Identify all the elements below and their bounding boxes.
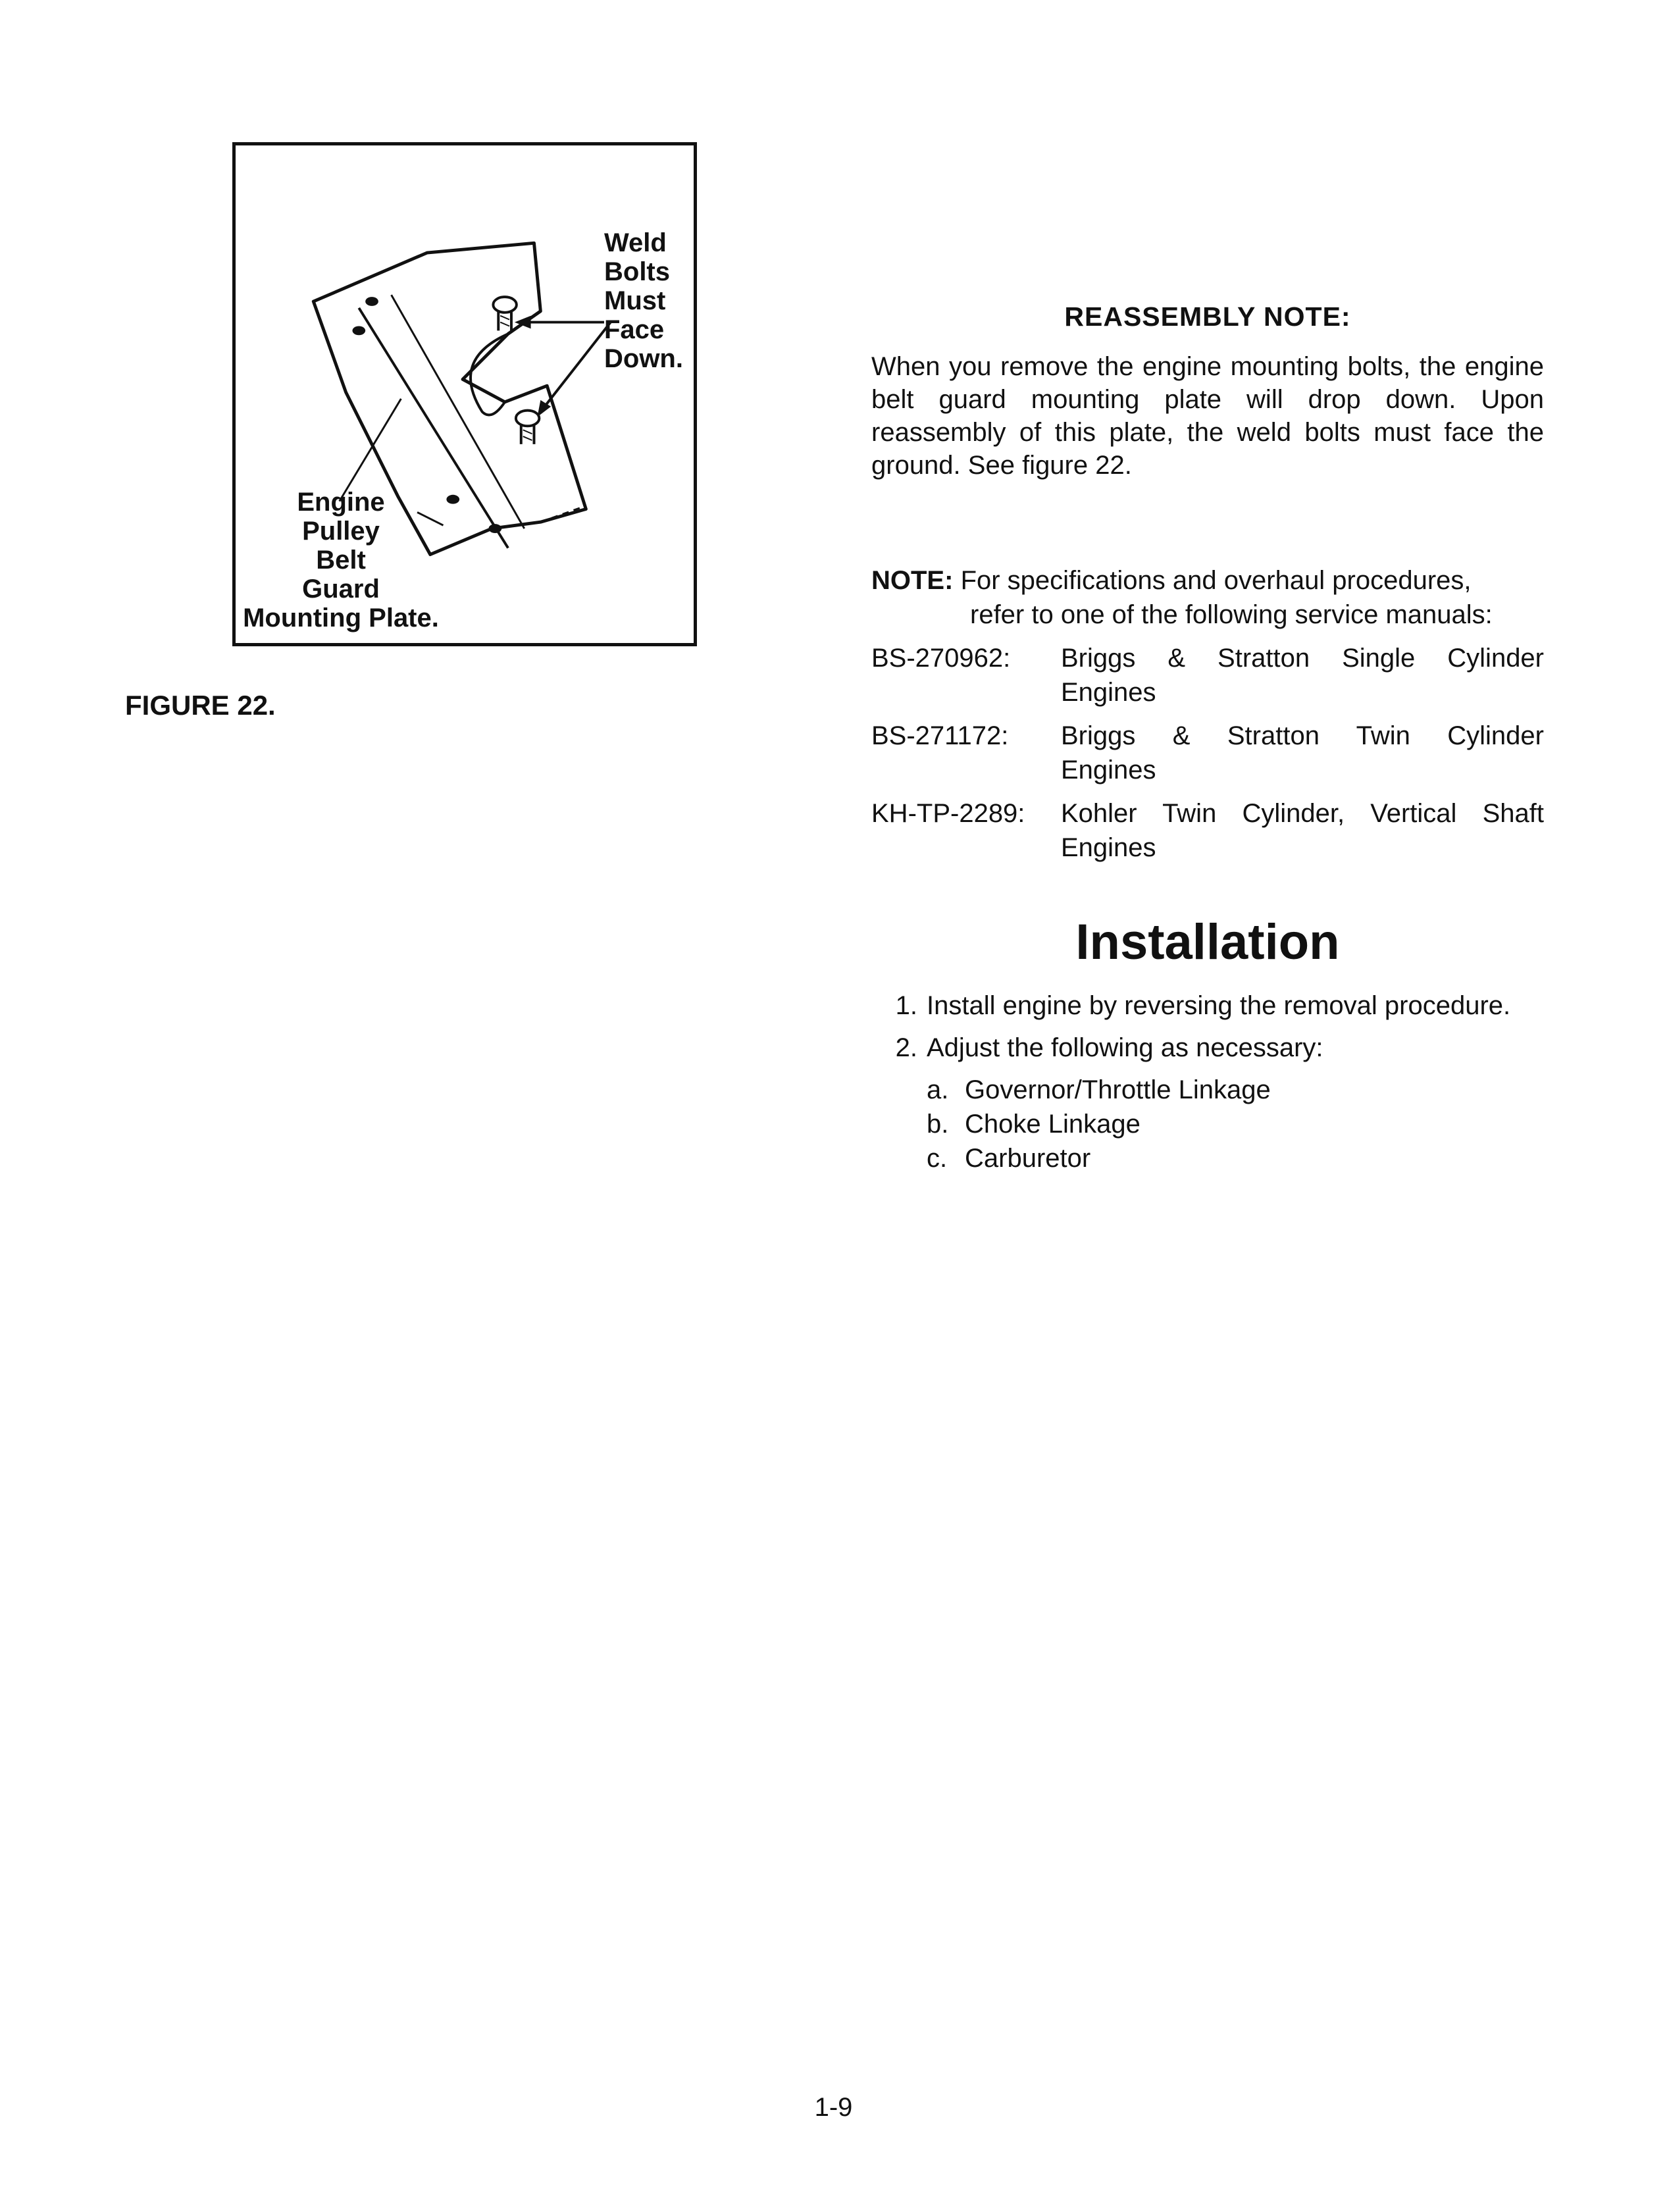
manual-row: [871, 719, 1544, 787]
installation-heading: Installation: [1075, 914, 1340, 970]
step-item: [871, 1031, 1544, 1065]
adjustment-item: [927, 1107, 1544, 1141]
manual-code: BS-271172:: [871, 721, 1009, 750]
manual-code: BS-270962:: [871, 644, 1011, 673]
manual-desc-line-1: Kohler Twin Cylinder, Vertical Shaft: [1061, 799, 1544, 828]
step-item: [871, 989, 1544, 1023]
callout-line: Pulley: [302, 517, 380, 546]
adjustment-item: [927, 1073, 1544, 1107]
manual-desc-line-2: Engines: [1061, 678, 1156, 707]
manual-row: [871, 796, 1544, 865]
callout-line: Mounting Plate.: [243, 604, 439, 632]
callout-line: Bolts: [604, 257, 670, 286]
adjustment-key: b.: [927, 1110, 949, 1139]
adjustment-list: [871, 1073, 1544, 1175]
step-text: Adjust the following as necessary:: [927, 1033, 1323, 1062]
reassembly-body: When you remove the engine mounting bolts, the engine belt guard mounting plate will drop down. Upon reassembly of this plate, the weld bolts must face the ground. See figure 22.: [871, 352, 1544, 480]
step-number: 1.: [895, 991, 917, 1020]
manual-desc-line-1: Briggs & Stratton Single Cylinder: [1061, 644, 1544, 673]
step-text: Install engine by reversing the removal procedure.: [927, 991, 1511, 1020]
note-intro: [871, 563, 1544, 598]
manual-desc-line-2: Engines: [1061, 833, 1156, 862]
manual-desc-line-1: Briggs & Stratton Twin Cylinder: [1061, 721, 1544, 750]
callout-line: Engine: [297, 488, 385, 517]
adjustment-key: a.: [927, 1075, 949, 1104]
adjustment-item: [927, 1141, 1544, 1175]
callout-line: Face: [604, 315, 665, 344]
callout-line: Weld: [604, 228, 667, 257]
step-number: 2.: [895, 1033, 917, 1062]
adjustment-text: Choke Linkage: [965, 1110, 1141, 1139]
adjustment-key: c.: [927, 1144, 948, 1173]
installation-steps: [871, 989, 1544, 1175]
mounting-plate-callout: [242, 488, 440, 632]
adjustment-text: Governor/Throttle Linkage: [965, 1075, 1271, 1104]
manual-description: [1061, 641, 1544, 709]
callout-line: Must: [604, 286, 666, 315]
callout-line: Guard: [302, 575, 380, 604]
figure-caption: FIGURE 22.: [125, 690, 276, 721]
page-number: 1-9: [814, 2093, 853, 2122]
manual-description: [1061, 719, 1544, 787]
note-line-2: refer to one of the following service manuals:: [970, 600, 1493, 629]
reassembly-heading: REASSEMBLY NOTE:: [1064, 301, 1351, 332]
manual-row: [871, 641, 1544, 709]
note-line-1: For specifications and overhaul procedures,: [960, 566, 1472, 595]
manual-desc-line-2: Engines: [1061, 756, 1156, 784]
callout-line: Down.: [604, 344, 683, 373]
figure-22-frame: [232, 142, 697, 646]
manual-description: [1061, 796, 1544, 865]
weld-bolts-callout: [604, 228, 683, 373]
service-manuals-note: [871, 563, 1544, 865]
note-label: NOTE:: [871, 566, 954, 595]
manual-code: KH-TP-2289:: [871, 799, 1025, 828]
callout-line: Belt: [316, 546, 366, 575]
adjustment-text: Carburetor: [965, 1144, 1091, 1173]
